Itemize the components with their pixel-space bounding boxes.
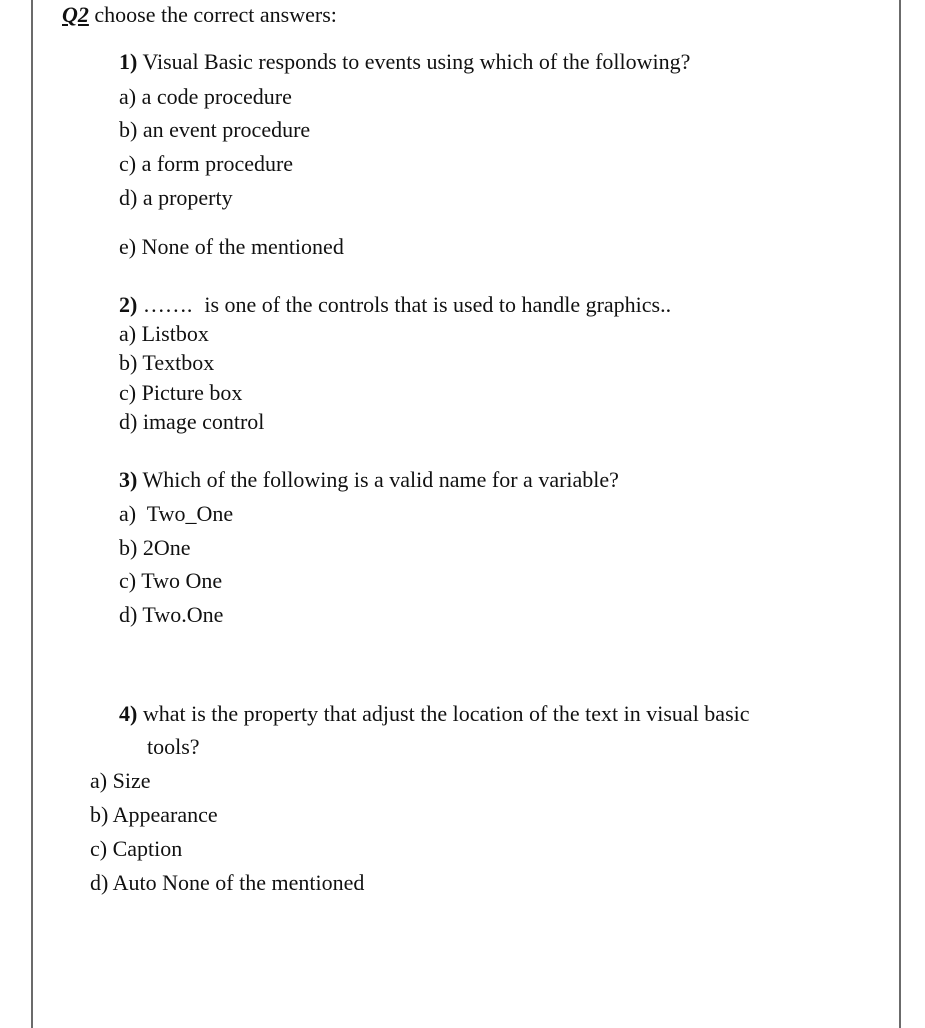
question-4-option-b: b) Appearance — [90, 802, 218, 827]
question-3-option-b: b) 2One — [119, 535, 191, 560]
question-4-option-c: c) Caption — [90, 836, 183, 861]
question-2 — [119, 292, 671, 318]
question-1-option-d: d) a property — [119, 185, 233, 210]
question-4-text-line2: tools? — [147, 734, 200, 759]
question-2-option-a: a) Listbox — [119, 321, 209, 346]
question-2-number: 2) — [119, 292, 138, 317]
question-3-number: 3) — [119, 467, 138, 492]
question-4-option-a: a) Size — [90, 768, 151, 793]
question-3-option-c: c) Two One — [119, 568, 223, 593]
question-1-text: Visual Basic responds to events using which of the following? — [142, 49, 691, 74]
question-1-option-e: e) None of the mentioned — [119, 234, 344, 259]
question-2-option-c: c) Picture box — [119, 380, 243, 405]
section-heading — [62, 2, 337, 28]
question-1 — [119, 49, 690, 75]
question-4 — [119, 701, 750, 727]
question-1-option-c: c) a form procedure — [119, 151, 294, 176]
section-label: Q2 — [62, 2, 89, 27]
question-3-option-a: a) Two_One — [119, 501, 234, 526]
question-3-text: Which of the following is a valid name for a variable? — [142, 467, 619, 492]
question-3 — [119, 467, 619, 493]
question-1-option-a: a) a code procedure — [119, 84, 292, 109]
question-2-blank: ……. — [142, 292, 193, 317]
question-2-option-d: d) image control — [119, 409, 265, 434]
question-2-text: is one of the controls that is used to handle graphics.. — [204, 292, 672, 317]
question-4-number: 4) — [119, 701, 138, 726]
section-instruction: choose the correct answers: — [88, 2, 337, 27]
question-4-option-d: d) Auto None of the mentioned — [90, 870, 365, 895]
question-3-option-d: d) Two.One — [119, 602, 224, 627]
question-4-text-line1: what is the property that adjust the location of the text in visual basic — [142, 701, 750, 726]
question-1-number: 1) — [119, 49, 138, 74]
question-1-option-b: b) an event procedure — [119, 117, 311, 142]
question-2-option-b: b) Textbox — [119, 350, 215, 375]
